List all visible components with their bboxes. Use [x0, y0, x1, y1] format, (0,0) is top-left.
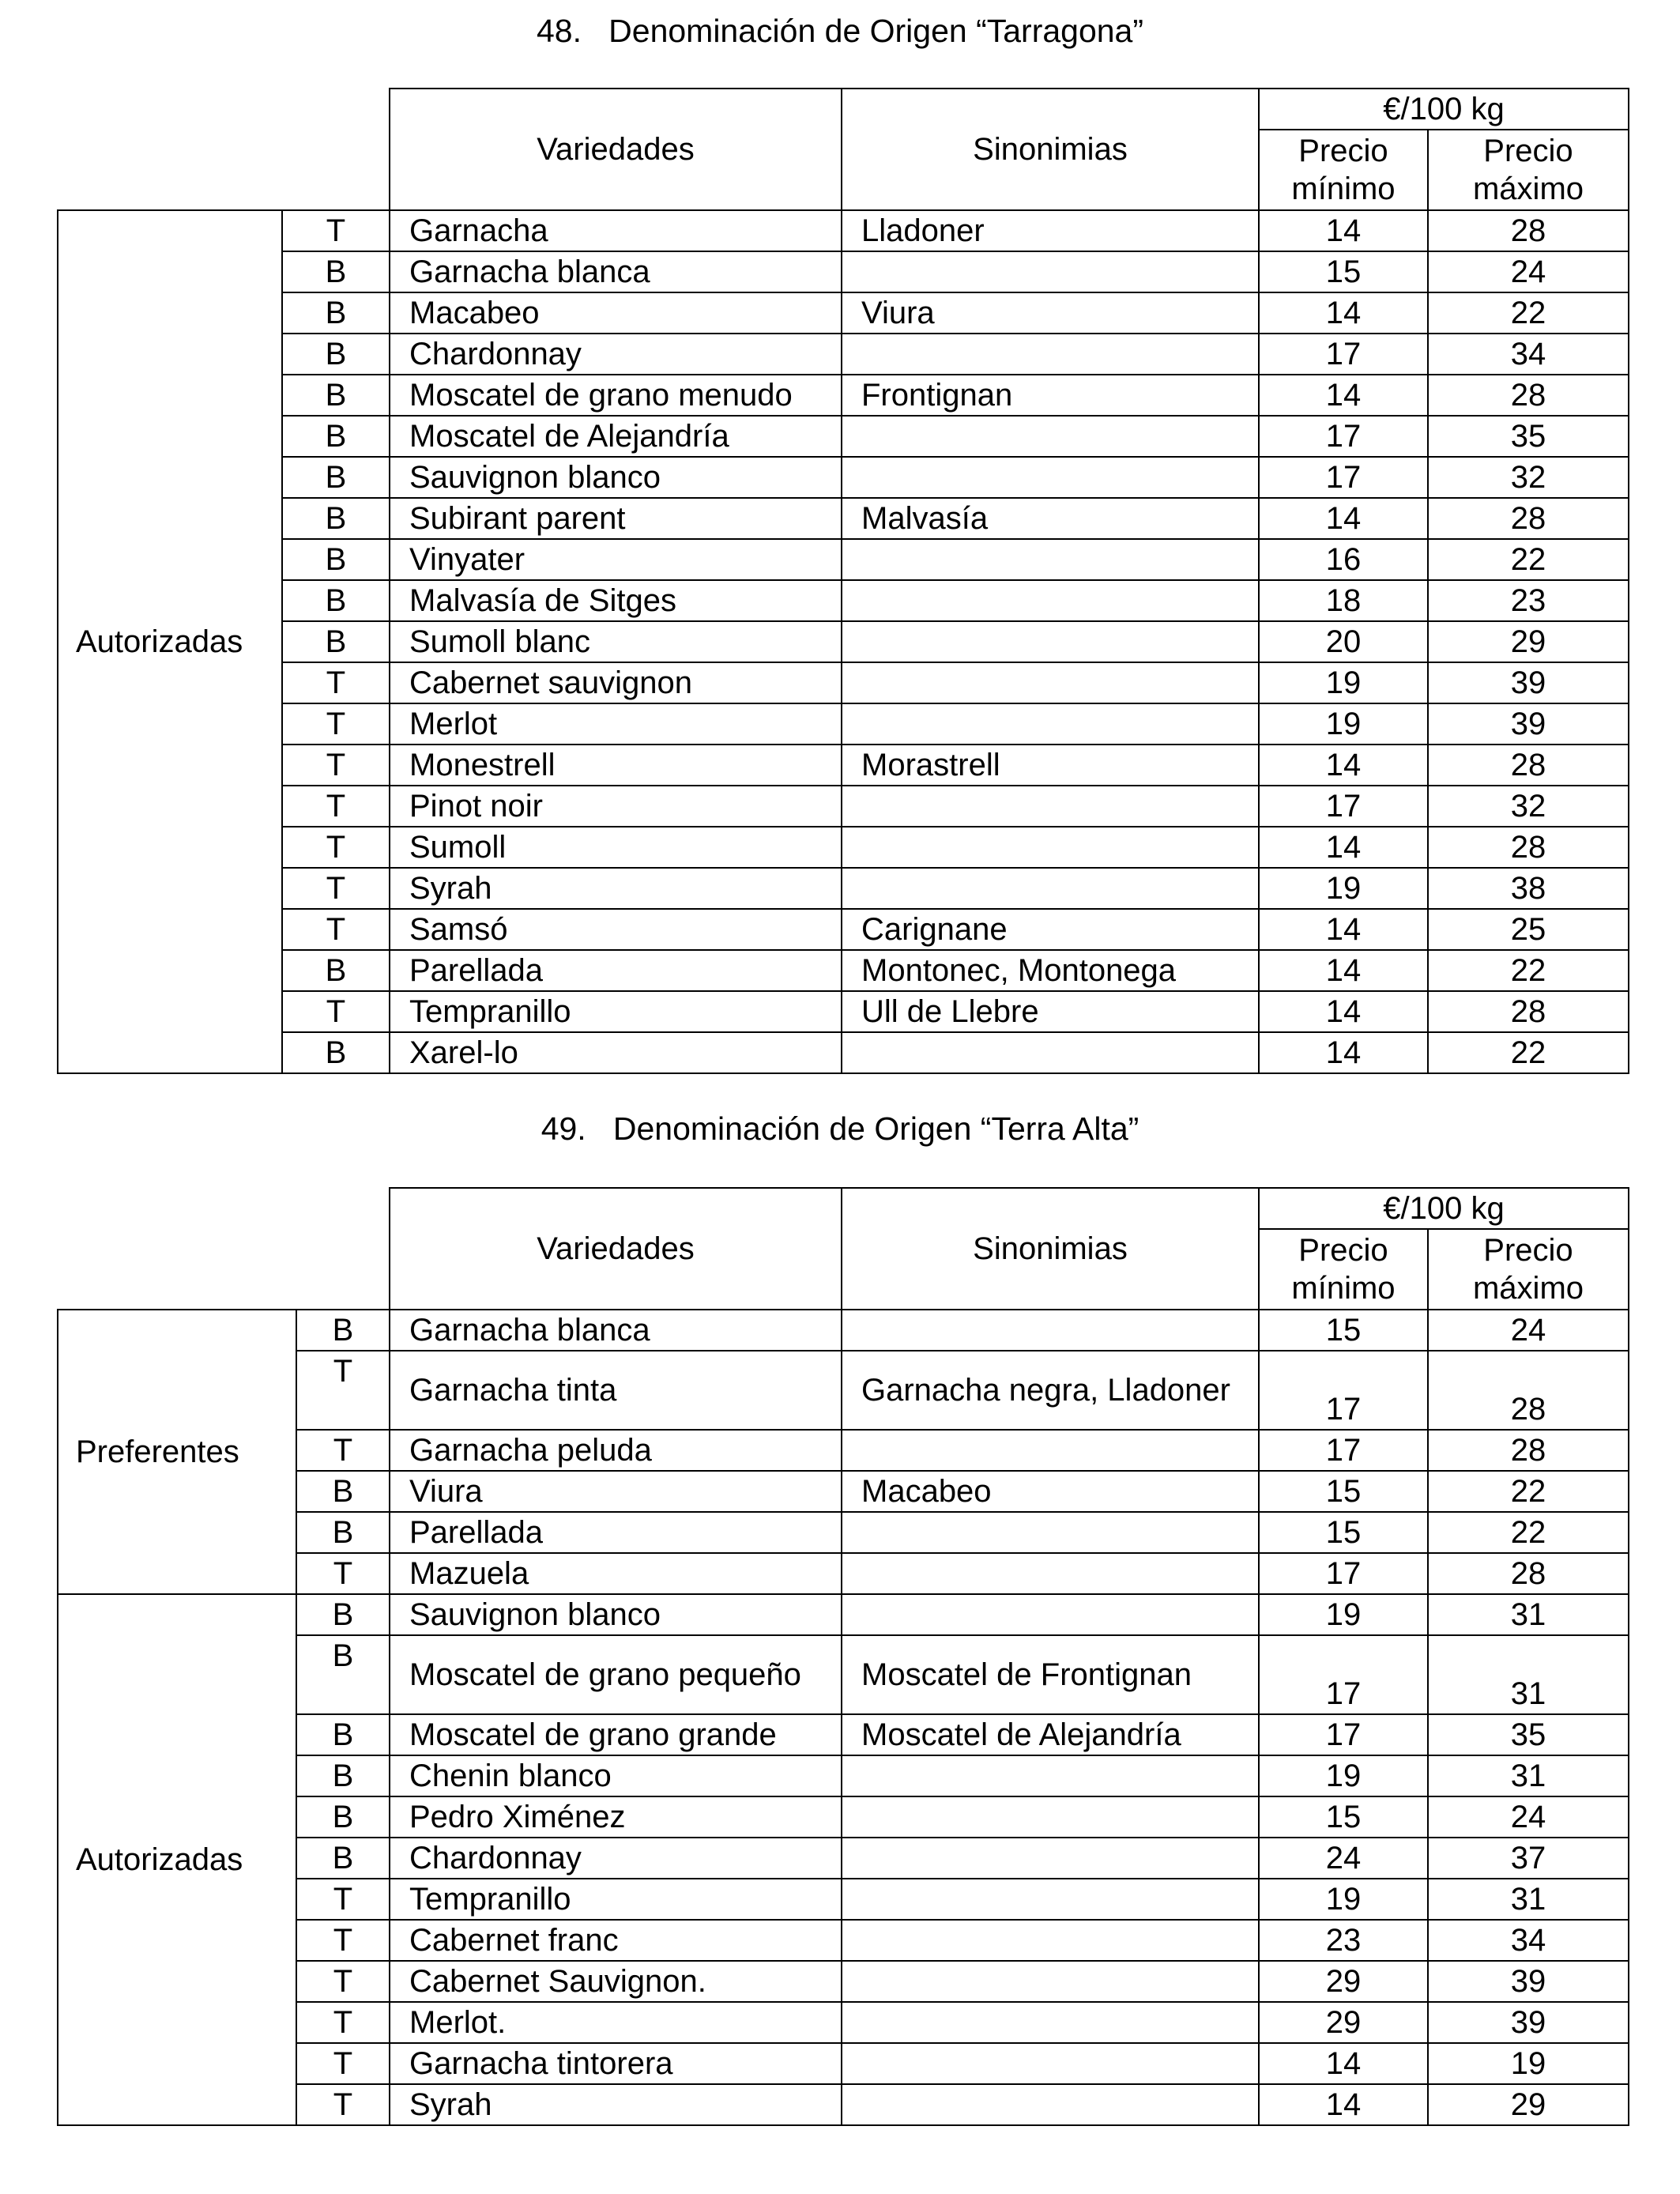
precio-maximo: 34 — [1428, 334, 1629, 375]
precio-minimo: 14 — [1259, 292, 1428, 334]
precio-maximo: 38 — [1428, 868, 1629, 909]
variety-name: Syrah — [390, 868, 842, 909]
precio-minimo: 17 — [1259, 334, 1428, 375]
variety-name: Pedro Ximénez — [390, 1796, 842, 1838]
color-code: B — [282, 457, 390, 498]
variety-name: Monestrell — [390, 745, 842, 786]
precio-minimo: 14 — [1259, 2043, 1428, 2084]
precio-minimo: 29 — [1259, 1961, 1428, 2002]
synonym — [842, 1961, 1259, 2002]
synonym: Moscatel de Alejandría — [842, 1714, 1259, 1755]
variety-name: Viura — [390, 1471, 842, 1512]
synonym — [842, 1032, 1259, 1073]
precio-minimo: 29 — [1259, 2002, 1428, 2043]
precio-maximo: 22 — [1428, 950, 1629, 991]
precio-minimo: 19 — [1259, 703, 1428, 745]
precio-maximo: 25 — [1428, 909, 1629, 950]
header-precio-maximo: Precio máximo — [1428, 130, 1629, 210]
table-row — [58, 457, 1629, 498]
precio-maximo: 32 — [1428, 457, 1629, 498]
precio-minimo: 17 — [1259, 1351, 1428, 1430]
synonym — [842, 786, 1259, 827]
precio-maximo: 31 — [1428, 1755, 1629, 1796]
precio-maximo: 28 — [1428, 1553, 1629, 1594]
variety-name: Parellada — [390, 950, 842, 991]
color-code: T — [296, 1351, 390, 1430]
color-code: T — [282, 662, 390, 703]
variety-name: Sumoll — [390, 827, 842, 868]
precio-maximo: 22 — [1428, 1032, 1629, 1073]
synonym — [842, 416, 1259, 457]
variety-name: Moscatel de grano pequeño — [390, 1635, 842, 1714]
header-row — [58, 1188, 1629, 1229]
table-row — [58, 703, 1629, 745]
synonym — [842, 827, 1259, 868]
variety-name: Samsó — [390, 909, 842, 950]
synonym — [842, 662, 1259, 703]
precio-maximo: 22 — [1428, 539, 1629, 580]
header-price-unit: €/100 kg — [1259, 1188, 1629, 1229]
table-row — [58, 416, 1629, 457]
variety-name: Sauvignon blanco — [390, 1594, 842, 1635]
precio-minimo: 19 — [1259, 1594, 1428, 1635]
color-code: B — [282, 334, 390, 375]
precio-maximo: 28 — [1428, 375, 1629, 416]
precio-maximo: 32 — [1428, 786, 1629, 827]
precio-minimo: 15 — [1259, 1796, 1428, 1838]
synonym — [842, 1553, 1259, 1594]
precio-minimo: 19 — [1259, 868, 1428, 909]
variety-name: Tempranillo — [390, 1879, 842, 1920]
precio-minimo: 17 — [1259, 457, 1428, 498]
table-row — [58, 539, 1629, 580]
precio-minimo: 24 — [1259, 1838, 1428, 1879]
header-price-unit: €/100 kg — [1259, 89, 1629, 130]
synonym — [842, 1310, 1259, 1351]
precio-minimo: 14 — [1259, 498, 1428, 539]
variety-name: Sauvignon blanco — [390, 457, 842, 498]
synonym — [842, 2043, 1259, 2084]
precio-maximo: 31 — [1428, 1635, 1629, 1714]
header-precio-minimo: Precio mínimo — [1259, 130, 1428, 210]
synonym — [842, 457, 1259, 498]
color-code: T — [282, 786, 390, 827]
synonym: Morastrell — [842, 745, 1259, 786]
precio-minimo: 17 — [1259, 1553, 1428, 1594]
precio-minimo: 14 — [1259, 1032, 1428, 1073]
synonym — [842, 868, 1259, 909]
variety-name: Cabernet Sauvignon. — [390, 1961, 842, 2002]
color-code: B — [282, 621, 390, 662]
variety-name: Chardonnay — [390, 334, 842, 375]
color-code: B — [282, 950, 390, 991]
precio-minimo: 14 — [1259, 991, 1428, 1032]
color-code: T — [296, 2002, 390, 2043]
precio-maximo: 28 — [1428, 1351, 1629, 1430]
precio-maximo: 35 — [1428, 1714, 1629, 1755]
variety-name: Moscatel de grano menudo — [390, 375, 842, 416]
table-row — [58, 292, 1629, 334]
synonym: Lladoner — [842, 210, 1259, 251]
precio-minimo: 17 — [1259, 1714, 1428, 1755]
color-code: T — [282, 868, 390, 909]
synonym: Carignane — [842, 909, 1259, 950]
variety-name: Cabernet franc — [390, 1920, 842, 1961]
precio-maximo: 22 — [1428, 292, 1629, 334]
section-heading: 49. Denominación de Origen “Terra Alta” — [541, 1110, 1139, 1147]
synonym: Malvasía — [842, 498, 1259, 539]
group-label: Autorizadas — [58, 1594, 296, 2125]
color-code: T — [282, 827, 390, 868]
precio-minimo: 17 — [1259, 1430, 1428, 1471]
color-code: B — [296, 1594, 390, 1635]
precio-maximo: 22 — [1428, 1471, 1629, 1512]
precio-maximo: 39 — [1428, 1961, 1629, 2002]
synonym: Montonec, Montonega — [842, 950, 1259, 991]
group-label: Autorizadas — [58, 210, 282, 1073]
synonym — [842, 1512, 1259, 1553]
variety-name: Malvasía de Sitges — [390, 580, 842, 621]
variety-name: Chardonnay — [390, 1838, 842, 1879]
header-blank — [58, 89, 390, 210]
color-code: T — [282, 991, 390, 1032]
precio-maximo: 28 — [1428, 1430, 1629, 1471]
precio-minimo: 15 — [1259, 1310, 1428, 1351]
precio-maximo: 28 — [1428, 991, 1629, 1032]
color-code: B — [296, 1838, 390, 1879]
precio-minimo: 14 — [1259, 375, 1428, 416]
precio-maximo: 24 — [1428, 1310, 1629, 1351]
variety-name: Mazuela — [390, 1553, 842, 1594]
table-row — [58, 1594, 1629, 1635]
synonym — [842, 1920, 1259, 1961]
table-row — [58, 745, 1629, 786]
variety-name: Pinot noir — [390, 786, 842, 827]
header-sinonimias: Sinonimias — [842, 1188, 1259, 1310]
synonym — [842, 580, 1259, 621]
variety-name: Moscatel de grano grande — [390, 1714, 842, 1755]
precio-maximo: 39 — [1428, 703, 1629, 745]
variety-name: Garnacha peluda — [390, 1430, 842, 1471]
table-row — [58, 662, 1629, 703]
color-code: T — [296, 1920, 390, 1961]
color-code: T — [296, 1553, 390, 1594]
precio-maximo: 37 — [1428, 1838, 1629, 1879]
color-code: B — [282, 375, 390, 416]
precio-maximo: 39 — [1428, 2002, 1629, 2043]
variety-name: Syrah — [390, 2084, 842, 2125]
precio-minimo: 15 — [1259, 251, 1428, 292]
table-row — [58, 868, 1629, 909]
synonym: Frontignan — [842, 375, 1259, 416]
precio-maximo: 34 — [1428, 1920, 1629, 1961]
color-code: T — [282, 745, 390, 786]
color-code: B — [282, 292, 390, 334]
header-precio-minimo: Precio mínimo — [1259, 1229, 1428, 1310]
color-code: T — [296, 2084, 390, 2125]
variety-name: Garnacha blanca — [390, 1310, 842, 1351]
table-row — [58, 827, 1629, 868]
color-code: B — [282, 498, 390, 539]
precio-minimo: 14 — [1259, 745, 1428, 786]
color-code: T — [296, 1879, 390, 1920]
table-row — [58, 1032, 1629, 1073]
table-row — [58, 251, 1629, 292]
synonym — [842, 1838, 1259, 1879]
header-variedades: Variedades — [390, 1188, 842, 1310]
table-row — [58, 991, 1629, 1032]
precio-minimo: 19 — [1259, 1879, 1428, 1920]
precio-minimo: 16 — [1259, 539, 1428, 580]
table-row — [58, 909, 1629, 950]
color-code: B — [282, 1032, 390, 1073]
color-code: B — [282, 251, 390, 292]
table-row — [58, 580, 1629, 621]
synonym — [842, 334, 1259, 375]
precio-maximo: 39 — [1428, 662, 1629, 703]
variety-name: Garnacha blanca — [390, 251, 842, 292]
synonym: Macabeo — [842, 1471, 1259, 1512]
header-sinonimias: Sinonimias — [842, 89, 1259, 210]
table-row — [58, 210, 1629, 251]
precio-minimo: 14 — [1259, 950, 1428, 991]
variety-name: Garnacha tintorera — [390, 2043, 842, 2084]
precio-maximo: 24 — [1428, 251, 1629, 292]
precio-minimo: 17 — [1259, 416, 1428, 457]
precio-maximo: 22 — [1428, 1512, 1629, 1553]
precio-maximo: 29 — [1428, 2084, 1629, 2125]
variety-name: Garnacha — [390, 210, 842, 251]
synonym — [842, 2002, 1259, 2043]
color-code: B — [282, 580, 390, 621]
variety-name: Garnacha tinta — [390, 1351, 842, 1430]
synonym — [842, 621, 1259, 662]
precio-minimo: 14 — [1259, 2084, 1428, 2125]
table-row — [58, 950, 1629, 991]
precio-maximo: 28 — [1428, 498, 1629, 539]
synonym — [842, 539, 1259, 580]
color-code: T — [296, 2043, 390, 2084]
precio-maximo: 31 — [1428, 1879, 1629, 1920]
color-code: T — [296, 1961, 390, 2002]
color-code: T — [282, 210, 390, 251]
color-code: B — [296, 1635, 390, 1714]
precio-minimo: 19 — [1259, 662, 1428, 703]
variety-name: Xarel-lo — [390, 1032, 842, 1073]
variety-name: Vinyater — [390, 539, 842, 580]
precio-maximo: 29 — [1428, 621, 1629, 662]
precio-minimo: 15 — [1259, 1512, 1428, 1553]
precio-maximo: 28 — [1428, 827, 1629, 868]
group-label: Preferentes — [58, 1310, 296, 1594]
variety-name: Merlot — [390, 703, 842, 745]
color-code: B — [296, 1755, 390, 1796]
section-heading: 48. Denominación de Origen “Tarragona” — [536, 13, 1144, 49]
color-code: B — [282, 416, 390, 457]
precio-maximo: 28 — [1428, 745, 1629, 786]
precio-minimo: 23 — [1259, 1920, 1428, 1961]
precio-minimo: 20 — [1259, 621, 1428, 662]
header-variedades: Variedades — [390, 89, 842, 210]
precio-minimo: 18 — [1259, 580, 1428, 621]
synonym: Moscatel de Frontignan — [842, 1635, 1259, 1714]
synonym — [842, 1796, 1259, 1838]
precio-minimo: 17 — [1259, 1635, 1428, 1714]
variety-name: Parellada — [390, 1512, 842, 1553]
color-code: B — [296, 1796, 390, 1838]
header-blank — [58, 1188, 390, 1310]
color-code: B — [296, 1310, 390, 1351]
precio-maximo: 24 — [1428, 1796, 1629, 1838]
synonym: Ull de Llebre — [842, 991, 1259, 1032]
precio-maximo: 35 — [1428, 416, 1629, 457]
synonym — [842, 1879, 1259, 1920]
precio-minimo: 19 — [1259, 1755, 1428, 1796]
precio-maximo: 23 — [1428, 580, 1629, 621]
variety-name: Moscatel de Alejandría — [390, 416, 842, 457]
table-row — [58, 786, 1629, 827]
variety-name: Cabernet sauvignon — [390, 662, 842, 703]
varieties-table — [57, 1187, 1629, 2126]
table-row — [58, 1310, 1629, 1351]
precio-maximo: 28 — [1428, 210, 1629, 251]
table-row — [58, 621, 1629, 662]
precio-minimo: 14 — [1259, 909, 1428, 950]
synonym — [842, 1430, 1259, 1471]
color-code: B — [296, 1512, 390, 1553]
synonym: Viura — [842, 292, 1259, 334]
header-row — [58, 89, 1629, 130]
precio-maximo: 31 — [1428, 1594, 1629, 1635]
variety-name: Merlot. — [390, 2002, 842, 2043]
precio-maximo: 19 — [1428, 2043, 1629, 2084]
color-code: B — [282, 539, 390, 580]
table-row — [58, 375, 1629, 416]
variety-name: Tempranillo — [390, 991, 842, 1032]
variety-name: Subirant parent — [390, 498, 842, 539]
variety-name: Chenin blanco — [390, 1755, 842, 1796]
synonym — [842, 251, 1259, 292]
precio-minimo: 14 — [1259, 210, 1428, 251]
header-precio-maximo: Precio máximo — [1428, 1229, 1629, 1310]
color-code: B — [296, 1714, 390, 1755]
synonym: Garnacha negra, Lladoner — [842, 1351, 1259, 1430]
color-code: T — [282, 703, 390, 745]
precio-minimo: 17 — [1259, 786, 1428, 827]
table-row — [58, 498, 1629, 539]
variety-name: Macabeo — [390, 292, 842, 334]
synonym — [842, 2084, 1259, 2125]
varieties-table — [57, 88, 1629, 1074]
synonym — [842, 703, 1259, 745]
precio-minimo: 14 — [1259, 827, 1428, 868]
table-row — [58, 334, 1629, 375]
variety-name: Sumoll blanc — [390, 621, 842, 662]
color-code: T — [296, 1430, 390, 1471]
precio-minimo: 15 — [1259, 1471, 1428, 1512]
color-code: T — [282, 909, 390, 950]
color-code: B — [296, 1471, 390, 1512]
synonym — [842, 1594, 1259, 1635]
synonym — [842, 1755, 1259, 1796]
